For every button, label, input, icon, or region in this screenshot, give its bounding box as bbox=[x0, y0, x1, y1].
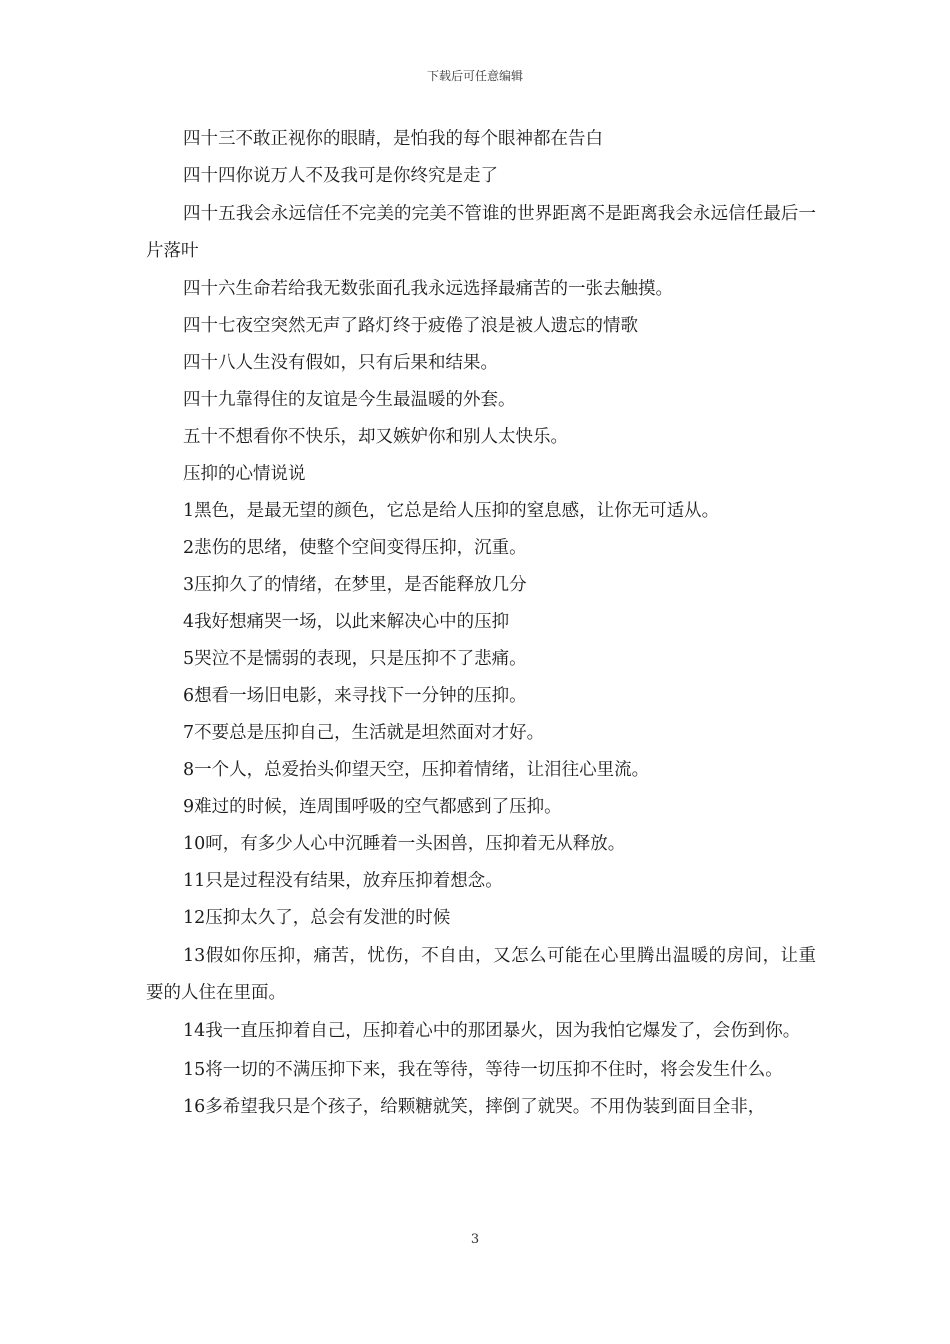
paragraph: 15将一切的不满压抑下来，我在等待，等待一切压抑不住时，将会发生什么。 bbox=[183, 1059, 783, 1080]
paragraph: 四十八人生没有假如，只有后果和结果。 bbox=[183, 352, 498, 373]
paragraph: 1黑色，是最无望的颜色，它总是给人压抑的窒息感，让你无可适从。 bbox=[183, 500, 720, 521]
paragraph: 四十七夜空突然无声了路灯终于疲倦了浪是被人遗忘的情歌 bbox=[183, 315, 638, 336]
paragraph: 3压抑久了的情绪，在梦里，是否能释放几分 bbox=[183, 574, 527, 595]
page-footer bbox=[0, 1232, 950, 1247]
paragraph: 四十四你说万人不及我可是你终究是走了 bbox=[183, 166, 498, 186]
paragraph: 6想看一场旧电影，来寻找下一分钟的压抑。 bbox=[183, 685, 527, 706]
paragraph: 9难过的时候，连周围呼吸的空气都感到了压抑。 bbox=[183, 796, 562, 817]
paragraph: 8一个人，总爱抬头仰望天空，压抑着情绪，让泪往心里流。 bbox=[183, 759, 650, 780]
paragraph: 四十九靠得住的友谊是今生最温暖的外套。 bbox=[183, 389, 516, 410]
paragraph: 2悲伤的思绪，使整个空间变得压抑，沉重。 bbox=[183, 537, 527, 558]
paragraph: 11只是过程没有结果，放弃压抑着想念。 bbox=[183, 870, 503, 891]
paragraph: 16多希望我只是个孩子，给颗糖就笑，摔倒了就哭。不用伪装到面目全非， bbox=[183, 1097, 766, 1117]
paragraph: 4我好想痛哭一场，以此来解决心中的压抑 bbox=[183, 611, 510, 632]
paragraph: 五十不想看你不快乐，却又嫉妒你和别人太快乐。 bbox=[183, 426, 568, 447]
header-text: 下载后可任意编辑 bbox=[426, 69, 523, 83]
section-heading: 压抑的心情说说 bbox=[183, 463, 306, 484]
page-number: 3 bbox=[470, 1232, 480, 1247]
paragraph: 5哭泣不是懦弱的表现，只是压抑不了悲痛。 bbox=[183, 648, 527, 669]
paragraph: 四十五我会永远信任不完美的完美不管谁的世界距离不是距离我会永远信任最后一片落叶 bbox=[146, 204, 816, 261]
paragraph: 四十六生命若给我无数张面孔我永远选择最痛苦的一张去触摸。 bbox=[183, 278, 673, 299]
paragraph: 四十三不敢正视你的眼睛，是怕我的每个眼神都在告白 bbox=[183, 129, 603, 149]
paragraph: 12压抑太久了，总会有发泄的时候 bbox=[183, 907, 451, 928]
paragraph: 13假如你压抑，痛苦，忧伤，不自由，又怎么可能在心里腾出温暖的房间，让重要的人住在里面。 bbox=[146, 945, 816, 1003]
paragraph: 14我一直压抑着自己，压抑着心中的那团暴火，因为我怕它爆发了，会伤到你。 bbox=[183, 1021, 801, 1041]
page-header bbox=[0, 67, 950, 84]
paragraph: 10呵，有多少人心中沉睡着一头困兽，压抑着无从释放。 bbox=[183, 833, 626, 854]
paragraph: 7不要总是压抑自己，生活就是坦然面对才好。 bbox=[183, 722, 545, 743]
document-body bbox=[146, 122, 816, 1127]
